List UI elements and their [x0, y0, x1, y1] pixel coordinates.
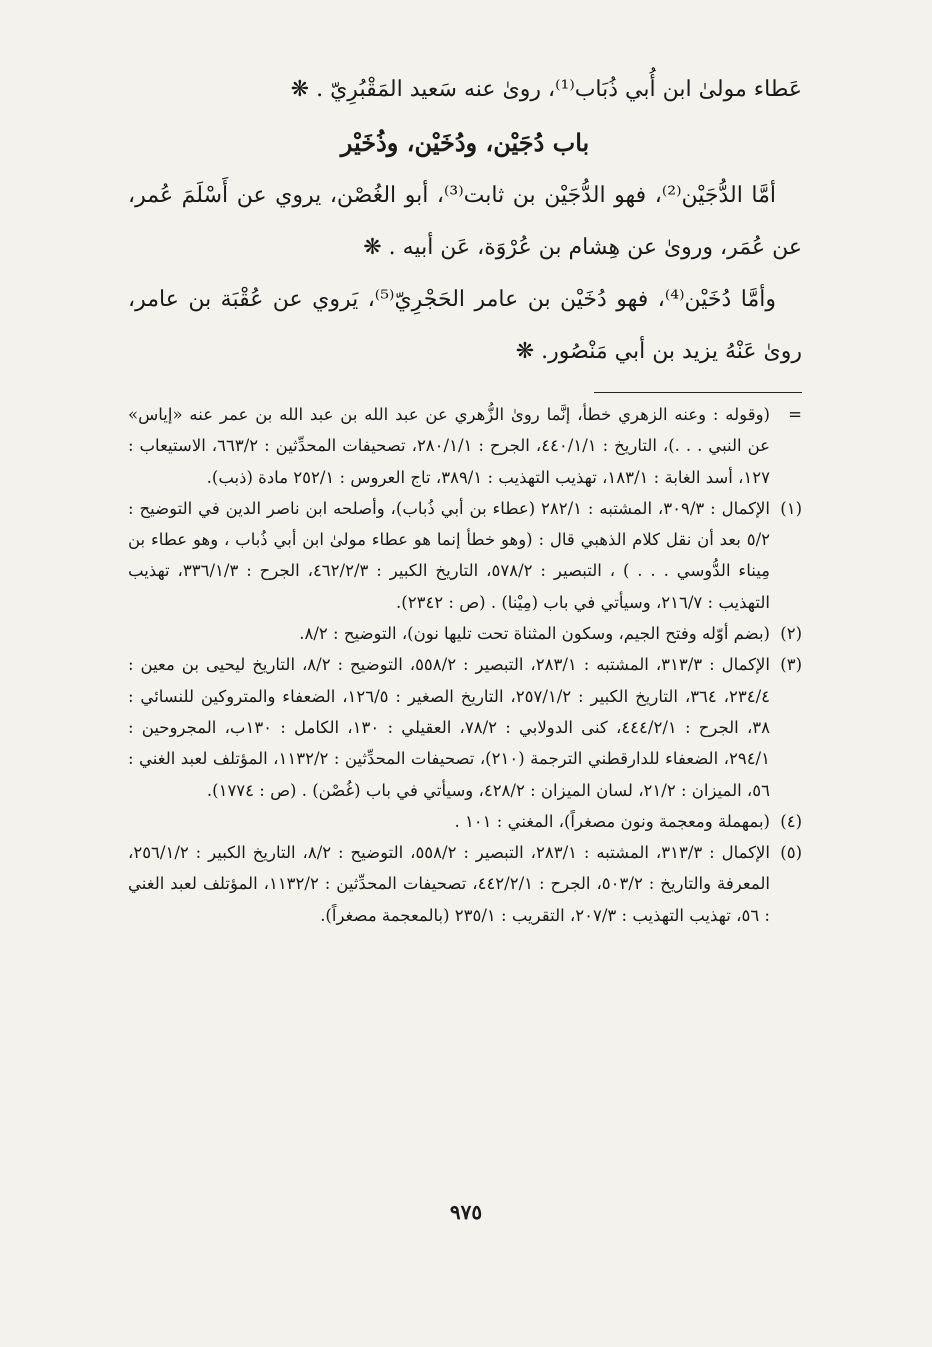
footnote-text: الإكمال : ٣٠٩/٣، المشتبه : ٢٨٢/١ (عطاء بن أبي ذُباب)، وأصلحه ابن ناصر الدين في التوضيح : ٥/٢ بعد أن نقل كلام الذهبي قال : (وهو خطأ إنما هو عطاء مولىٰ ابن أبي ذُباب ، وهو عطاء بن مِيناء الدُّوسي . . . ) ، التبصير : ٥٧٨/٢، التاريخ الكبير : ٤٦٢/٢/٣، الجرح : ٣٣٦/١/٣، تهذيب التهذيب : ٢١٦/٧، وسيأتي في باب (مِيْنا) . (ص : ٢٣٤٢). [128, 498, 771, 612]
footnote-marker: (٤) [780, 811, 802, 831]
footnote-1 [128, 493, 802, 618]
footnote-5 [128, 837, 802, 931]
main-text [128, 64, 802, 378]
footnote-text: (وقوله : وعنه الزهري خطأ، إنَّما روىٰ الزُّهري عن عبد الله بن عبد الله بن عمر عنه «إياس» عن النبي . . .)، التاريخ : ٤٤٠/١/١، الجرح : ٢٨٠/١/١، تصحيفات المحدِّثين : ٦٦٣/٢، الاستيعاب : ١٢٧، أسد الغابة : ١٨٣/١، تهذيب التهذيب : ٣٨٩/١، تاج العروس : ٢٥٢/١ مادة (ذبب). [128, 405, 771, 487]
footnote-separator [594, 392, 802, 393]
footnote-3 [128, 649, 802, 805]
page-number: ٩٧٥ [449, 1200, 483, 1224]
paragraph-dukhain: وأمَّا دُخَيْن⁽⁴⁾، فهو دُخَيْن بن عامر الحَجْرِيّ⁽⁵⁾، يَروي عن عُقْبَة بن عامر، روىٰ عَنْهُ يزيد بن أبي مَنْصُور. ❋ [128, 287, 802, 364]
footnote-4 [128, 806, 802, 837]
footnote-marker: (٣) [780, 655, 802, 675]
footnote-text: الإكمال : ٣١٣/٣، المشتبه : ٢٨٣/١، التبصير : ٥٥٨/٢، التوضيح : ٨/٢، التاريخ الكبير : ٢٥٦/١/٢، المعرفة والتاريخ : ٥٠٣/٢، الجرح : ٤٤٢/٢/١، تصحيفات المحدِّثين : ١١٣٢/٢، المؤتلف لعبد الغني : ٥٦، تهذيب التهذيب : ٢٠٧/٣، التقريب : ٢٣٥/١ (بالمعجمة مصغراً). [128, 843, 770, 925]
section-heading: باب دُجَيْن، ودُخَيْن، وذُخَيْر [340, 128, 590, 157]
entry-ata: عَطاء مولىٰ ابن أُبي ذُبَاب⁽¹⁾، روىٰ عنه سَعيد المَقْبُرِيّ . ❋ [290, 77, 802, 102]
footnote-text: (بمهملة ومعجمة ونون مصغراً)، المغني : ١٠١ . [454, 811, 770, 831]
footnote-marker: (٥) [780, 843, 802, 863]
footnote-continued [128, 399, 802, 493]
footnote-marker: = [788, 405, 802, 424]
footnote-marker: (٢) [780, 624, 802, 644]
footnote-text: (بضم أوّله وفتح الجيم، وسكون المثناة تحت تليها نون)، التوضيح : ٨/٢. [299, 624, 770, 644]
footnotes [128, 399, 802, 931]
paragraph-dujain: أمَّا الدُّجَيْن⁽²⁾، فهو الدُّجَيْن بن ثابت⁽³⁾، أبو الغُصْن، يروي عن أَسْلَمَ عُمر، عن عُمَر، وروىٰ عن هِشام بن عُرْوَة، عَن أبيه . ❋ [128, 183, 802, 260]
footnote-text: الإكمال : ٣١٣/٣، المشتبه : ٢٨٣/١، التبصير : ٥٥٨/٢، التوضيح : ٨/٢، التاريخ ليحيى بن معين : ٢٣٤/٤، ٣٦٤، التاريخ الكبير : ٢٥٧/١/٢، التاريخ الصغير : ١٢٦/٥، الضعفاء والمتروكين للنسائي : ٣٨، الجرح : ٤٤٤/٢/١، كنى الدولابي : ٧٨/٢، العقيلي : ١٣٠، الكامل : ١٣٠ب، المجروحين : ٢٩٤/١، الضعفاء للدارقطني الترجمة (٢١٠)، تصحيفات المحدِّثين : ١١٣٢/٢، المؤتلف لعبد الغني : ٥٦، الميزان : ٢١/٢، لسان الميزان : ٤٢٨/٢، وسيأتي في باب (غُصْن) . (ص : ١٧٧٤). [128, 655, 771, 800]
footnote-marker: (١) [780, 498, 802, 518]
footnote-2 [128, 618, 802, 649]
